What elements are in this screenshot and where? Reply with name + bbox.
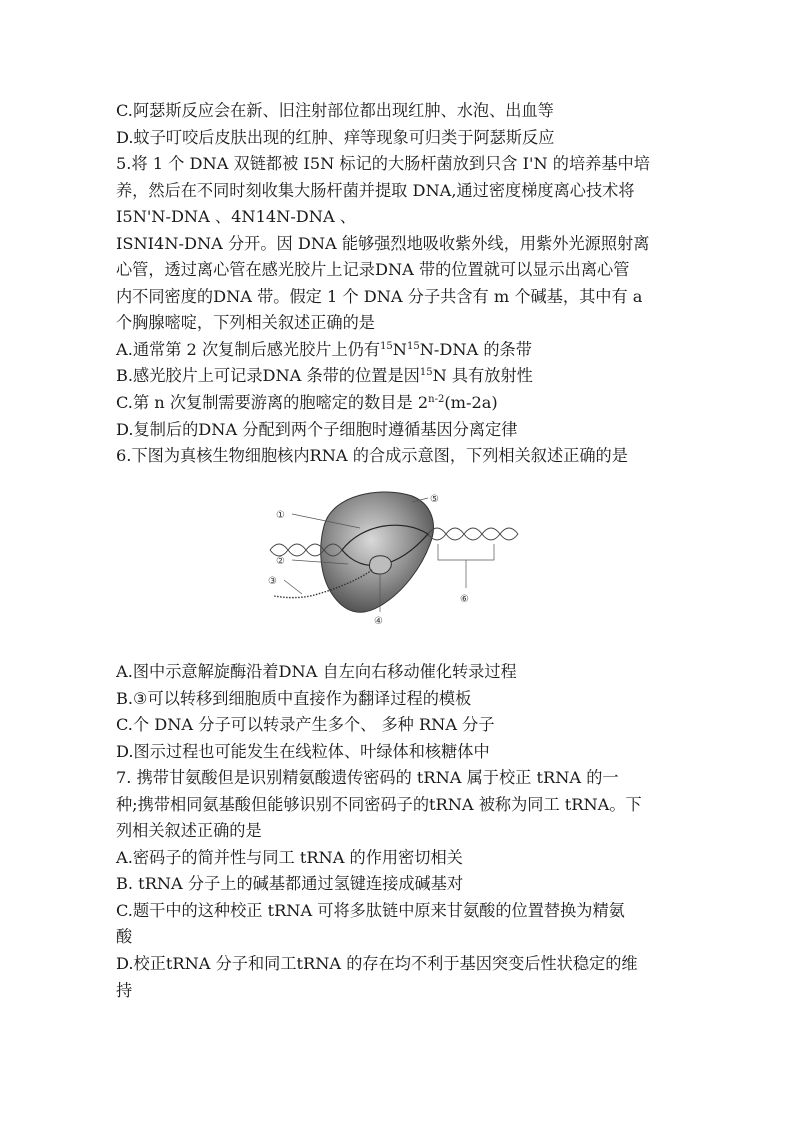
q6-option-d: D.图示过程也可能发生在线粒体、叶绿体和核糖体中 — [116, 742, 490, 761]
bracket-6 — [438, 544, 494, 560]
q5-option-c — [116, 391, 716, 415]
rna-synthesis-diagram — [262, 484, 524, 634]
q5-stem-line-4: ISNI4N-DNA 分开。因 DNA 能够强烈地吸收紫外线，用紫外光源照射离 — [116, 234, 650, 253]
q5-option-a-text-3: N-DNA 的条带 — [419, 340, 532, 359]
label-4: ④ — [374, 616, 383, 627]
q7-option-b: B. tRNA 分子上的碱基都通过氢键连接成碱基对 — [116, 874, 464, 893]
q7-option-d-cont: 持 — [116, 981, 133, 1000]
q5-option-c-text: C.第 n 次复制需要游离的胞嘧定的数目是 2 — [116, 393, 429, 412]
q5-option-b-text-2: N 具有放射性 — [432, 366, 533, 385]
label-5: ⑤ — [430, 494, 439, 505]
q7-option-d: D.校正tRNA 分子和同工tRNA 的存在均不利于基因突变后性状稳定的维 — [116, 954, 638, 973]
q7-stem-line-1: 7. 携带甘氨酸但是识别精氨酸遗传密码的 tRNA 属于校正 tRNA 的一 — [116, 768, 619, 787]
rna-synthesis-figure — [262, 484, 524, 634]
q6-option-b: B.③可以转移到细胞质中直接作为翻译过程的模板 — [116, 689, 472, 708]
q5-option-a — [116, 338, 716, 362]
q5-stem-line-5: 心管，透过离心管在感光胶片上记录DNA 带的位置就可以显示出离心管 — [116, 260, 630, 279]
q6-option-c: C.个 DNA 分子可以转录产生多个、 多种 RNA 分子 — [116, 715, 495, 734]
q5-stem-line-1: 5.将 1 个 DNA 双链都被 I5N 标记的大肠杆菌放到只含 I'N 的培养基中培 — [116, 154, 650, 173]
exponent-superscript: n-2 — [428, 394, 445, 405]
label-3: ③ — [268, 576, 277, 587]
q5-option-c-text-2: (m-2a) — [444, 393, 498, 412]
label-6: ⑥ — [460, 594, 469, 605]
q5-stem-line-3: I5N'N-DNA 、4N14N-DNA 、 — [116, 207, 356, 226]
q5-stem-line-7: 个胸腺嘧啶，下列相关叙述正确的是 — [116, 313, 375, 332]
q7-stem-line-3: 列相关叙述正确的是 — [116, 821, 262, 840]
isotope-superscript: 15 — [419, 367, 433, 378]
leader-line-3 — [284, 580, 302, 594]
q5-stem-line-6: 内不同密度的DNA 带。假定 1 个 DNA 分子共含有 m 个碱基，其中有 a — [116, 287, 643, 306]
q5-option-a-text-2: N — [392, 340, 407, 359]
isotope-superscript: 15 — [406, 341, 420, 352]
q5-option-a-text: A.通常第 2 次复制后感光胶片上仍有 — [116, 340, 381, 359]
q5-stem-line-2: 养，然后在不同时刻收集大肠杆菌并提取 DNA,通过密度梯度离心技术将 — [116, 181, 635, 200]
label-2: ② — [276, 556, 285, 567]
isotope-superscript: 15 — [380, 341, 393, 352]
q4-option-d: D.蚊子叮咬后皮肤出现的红肿、痒等现象可归类于阿瑟斯反应 — [116, 128, 555, 147]
q4-option-c: C.阿瑟斯反应会在新、旧注射部位都出现红肿、水泡、出血等 — [116, 101, 554, 120]
q6-option-a: A.图中示意解旋酶沿着DNA 自左向右移动催化转录过程 — [116, 662, 517, 681]
q7-stem-line-2: 种;携带相同氨基酸但能够识别不同密码子的tRNA 被称为同工 tRNA。下 — [116, 795, 642, 814]
label-1: ① — [276, 510, 285, 521]
q5-option-b-text: B.感光胶片上可记录DNA 条带的位置是因 — [116, 366, 420, 385]
rna-polymerase-shape — [369, 556, 391, 574]
q5-option-b — [116, 364, 716, 388]
q7-option-c: C.题干中的这种校正 tRNA 可将多肽链中原来甘氨酸的位置替换为精氨 — [116, 901, 625, 920]
q6-stem: 6.下图为真核生物细胞核内RNA 的合成示意图，下列相关叙述正确的是 — [116, 446, 628, 465]
q5-option-d: D.复制后的DNA 分配到两个子细胞时遵循基因分离定律 — [116, 420, 518, 439]
nucleus-shape — [321, 492, 434, 612]
q7-option-c-cont: 酸 — [116, 927, 133, 946]
q7-option-a: A.密码子的简并性与同工 tRNA 的作用密切相关 — [116, 848, 463, 867]
